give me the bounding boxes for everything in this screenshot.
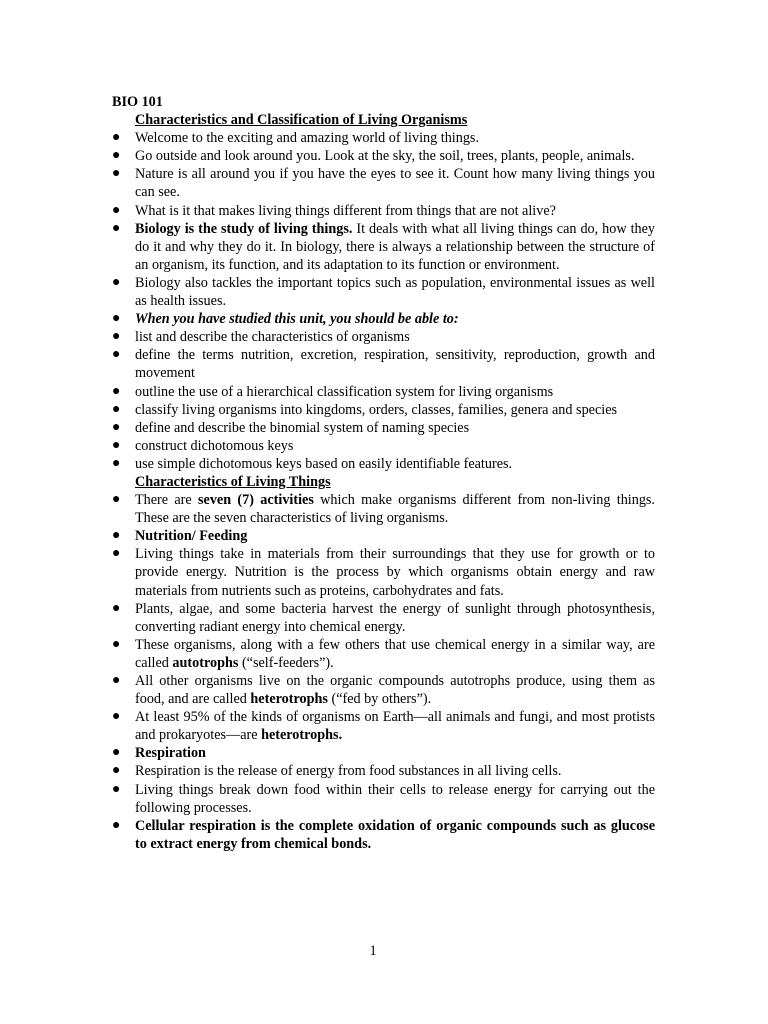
list-item: ● Living things take in materials from their surroundings that they use for growth or to provide energy. Nutrition is the process by which organisms obtain energy and raw materials from nutrients such as proteins, carbohydrates and fats.	[112, 546, 655, 599]
bullet-icon: ●	[112, 709, 121, 725]
bullet-icon: ●	[112, 383, 121, 399]
document-body	[112, 93, 655, 853]
subheading-nutrition: Nutrition/ Feeding	[135, 528, 248, 545]
bullet-icon: ●	[112, 437, 121, 453]
list-item: ● What is it that makes living things different from things that are not alive?	[112, 202, 556, 219]
list-item: ● When you have studied this unit, you should be able to:	[112, 311, 459, 328]
section-heading-classification: Characteristics and Classification of Living Organisms	[135, 112, 468, 129]
list-item: ● define and describe the binomial system of naming species	[112, 419, 470, 436]
bullet-icon: ●	[112, 166, 121, 182]
bullet-icon: ●	[112, 148, 121, 164]
list-item: ● Go outside and look around you. Look at the sky, the soil, trees, plants, people, animals.	[112, 148, 635, 165]
bullet-icon: ●	[112, 745, 121, 761]
intro-bullet-list	[112, 129, 655, 473]
list-item: ● Living things break down food within their cells to release energy for carrying out the following processes.	[112, 781, 655, 816]
bullet-icon: ●	[112, 311, 121, 327]
list-item: ● Biology also tackles the important topics such as population, environmental issues as well as health issues.	[112, 274, 655, 310]
bullet-icon: ●	[112, 274, 121, 290]
course-code: BIO 101	[112, 94, 163, 110]
list-item: ● construct dichotomous keys	[112, 437, 294, 454]
bullet-icon: ●	[112, 329, 121, 345]
bullet-icon: ●	[112, 401, 121, 417]
bullet-icon: ●	[112, 781, 121, 797]
section-heading-characteristics: Characteristics of Living Things	[135, 473, 331, 490]
list-item: ● Plants, algae, and some bacteria harvest the energy of sunlight through photosynthesis, converting radiant energy into chemical energy.	[112, 600, 655, 635]
list-item: ● Biology is the study of living things. It deals with what all living things can do, how they do it and why they do it. In biology, there is always a relationship between the structure of an organism, its function, and its adaptation to its function or environment.	[112, 220, 655, 273]
list-item	[112, 527, 655, 545]
list-item: ● Cellular respiration is the complete oxidation of organic compounds such as glucose to extract energy from chemical bonds.	[112, 817, 655, 852]
bullet-icon: ●	[112, 130, 121, 146]
bullet-icon: ●	[112, 220, 121, 236]
list-item: ● classify living organisms into kingdoms, orders, classes, families, genera and species	[112, 401, 618, 418]
list-item: ● outline the use of a hierarchical classification system for living organisms	[112, 383, 554, 400]
list-item: ● At least 95% of the kinds of organisms on Earth—all animals and fungi, and most protists and prokaryotes—are heterotrophs.	[112, 709, 655, 744]
bullet-icon: ●	[112, 202, 121, 218]
list-item: ● list and describe the characteristics of organisms	[112, 329, 410, 346]
bullet-icon: ●	[112, 492, 121, 508]
list-item: ● Respiration is the release of energy from food substances in all living cells.	[112, 763, 562, 780]
subheading-respiration: Respiration	[135, 745, 206, 762]
list-item	[112, 744, 655, 762]
bullet-icon: ●	[112, 763, 121, 779]
list-item: ● Nature is all around you if you have the eyes to see it. Count how many living things you can see.	[112, 166, 655, 201]
bullet-icon: ●	[112, 817, 121, 833]
bullet-icon: ●	[112, 347, 121, 363]
bullet-icon: ●	[112, 600, 121, 616]
bullet-icon: ●	[112, 419, 121, 435]
bullet-icon: ●	[112, 455, 121, 471]
bullet-icon: ●	[112, 546, 121, 562]
list-item: ● use simple dichotomous keys based on easily identifiable features.	[112, 455, 513, 472]
list-item: ● define the terms nutrition, excretion, respiration, sensitivity, reproduction, growth and movement	[112, 347, 655, 382]
bullet-icon: ●	[112, 528, 121, 544]
list-item: ● All other organisms live on the organic compounds autotrophs produce, using them as food, and are called heterotrophs (“fed by others”).	[112, 673, 655, 708]
bullet-icon: ●	[112, 636, 121, 652]
list-item: ● These organisms, along with a few others that use chemical energy in a similar way, are called autotrophs (“self-feeders”).	[112, 636, 655, 671]
list-item: ● Welcome to the exciting and amazing world of living things.	[112, 130, 480, 147]
page-number: 1	[369, 943, 377, 959]
list-item: ● There are seven (7) activities which make organisms different from non-living things. These are the seven characteristics of living organisms.	[112, 492, 655, 527]
bullet-icon: ●	[112, 673, 121, 688]
